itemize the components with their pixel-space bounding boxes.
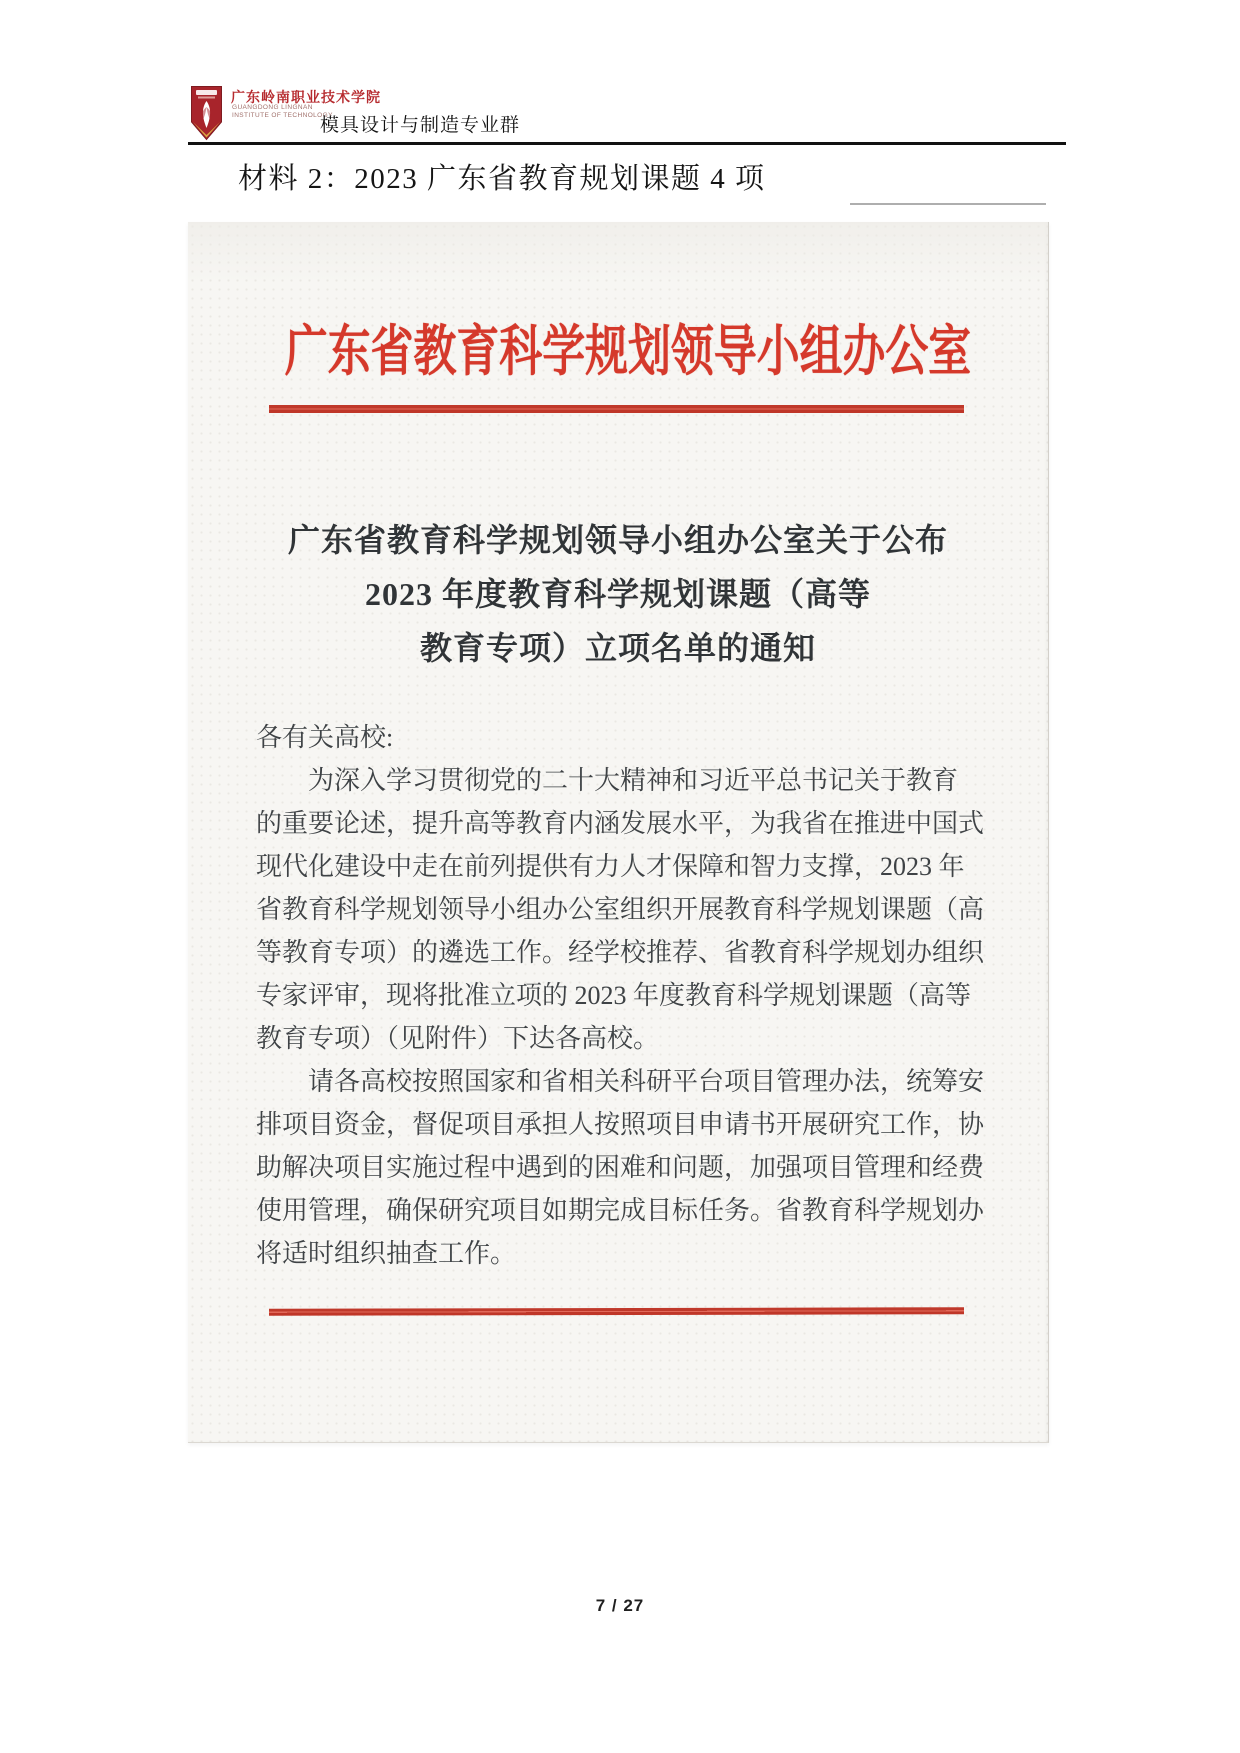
body-text-line: 教育专项）（见附件）下达各高校。 bbox=[256, 1024, 660, 1053]
body-text-line: 现代化建设中走在前列提供有力人才保障和智力支撑，2023 年 bbox=[256, 852, 965, 881]
notice-title bbox=[188, 513, 1048, 675]
body-text-line: 使用管理，确保研究项目如期完成目标任务。省教育科学规划办 bbox=[256, 1196, 985, 1225]
body-text-line: 排项目资金，督促项目承担人按照项目申请书开展研究工作，协 bbox=[256, 1110, 985, 1139]
body-text-line: 等教育专项）的遴选工作。经学校推荐、省教育科学规划办组织 bbox=[256, 938, 985, 967]
scan-edge-artifact bbox=[850, 203, 1046, 205]
notice-body bbox=[256, 716, 985, 1275]
notice-title-line: 2023 年度教育科学规划课题（高等 bbox=[364, 576, 871, 612]
notice-title-line: 教育专项）立项名单的通知 bbox=[419, 630, 816, 666]
university-name: 广东岭南职业技术学院 bbox=[231, 89, 381, 105]
header-divider bbox=[188, 142, 1066, 145]
letterhead-divider bbox=[269, 405, 964, 413]
body-text-line: 将适时组织抽查工作。 bbox=[256, 1239, 517, 1268]
body-text-line: 助解决项目实施过程中遇到的困难和问题，加强项目管理和经费 bbox=[256, 1153, 985, 1182]
body-text-line: 省教育科学规划领导小组办公室组织开展教育科学规划课题（高 bbox=[256, 895, 985, 924]
program-group-label: 模具设计与制造专业群 bbox=[320, 115, 521, 136]
university-name-english bbox=[232, 104, 333, 119]
body-text-line: 的重要论述，提升高等教育内涵发展水平，为我省在推进中国式 bbox=[256, 809, 985, 838]
university-crest-icon bbox=[190, 85, 223, 141]
notice-title-line: 广东省教育科学规划领导小组办公室关于公布 bbox=[287, 522, 948, 558]
scanned-document bbox=[188, 222, 1049, 1443]
letterhead-title: 广东省教育科学规划领导小组办公室 bbox=[284, 321, 972, 382]
body-text-line: 专家评审，现将批准立项的 2023 年度教育科学规划课题（高等 bbox=[256, 981, 972, 1010]
body-text-line: 为深入学习贯彻党的二十大精神和习近平总书记关于教育 bbox=[308, 766, 959, 795]
salutation: 各有关高校: bbox=[256, 723, 394, 752]
notice-footer-divider bbox=[269, 1307, 964, 1315]
material-title: 材料 2：2023 广东省教育规划课题 4 项 bbox=[238, 163, 766, 195]
university-name-english-line2: INSTITUTE OF TECHNOLOGY bbox=[232, 111, 333, 119]
university-name-english-line1: GUANGDONG LINGNAN bbox=[232, 104, 313, 111]
page-number: 7 / 27 bbox=[595, 1596, 645, 1615]
body-text-line: 请各高校按照国家和省相关科研平台项目管理办法，统筹安 bbox=[308, 1067, 985, 1096]
